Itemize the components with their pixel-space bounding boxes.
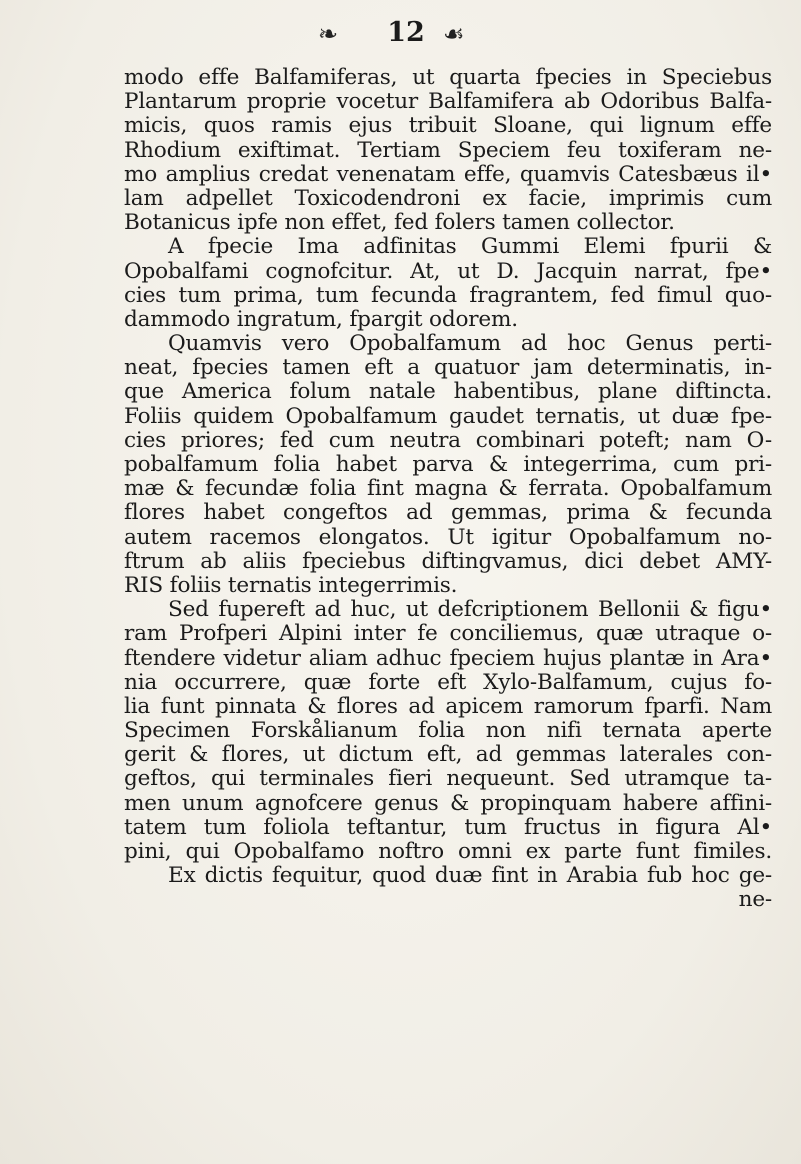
page-header xyxy=(0,16,801,56)
text-line: mo amplius credat venenatam effe, quamvis Catesbæus il• xyxy=(124,161,772,187)
text-line: pobalfamum folia habet parva & integerrima, cum pri- xyxy=(124,452,772,477)
text-line: flores habet congeftos ad gemmas, prima & fecunda xyxy=(124,500,772,526)
text-line: micis, quos ramis ejus tribuit Sloane, qui lignum effe xyxy=(124,113,772,139)
fleuron-ornament-icon: ❧ xyxy=(318,20,339,48)
text-line: Foliis quidem Opobalfamum gaudet ternatis, ut duæ fpe- xyxy=(124,403,772,429)
text-line: modo effe Balfamiferas, ut quarta fpecies in Speciebus xyxy=(124,65,772,90)
text-line: autem racemos elongatos. Ut igitur Opobalfamum no- xyxy=(124,524,772,550)
text-line: Sed fupereft ad huc, ut defcriptionem Bellonii & figu• xyxy=(168,597,772,623)
text-line: ftendere videtur aliam adhuc fpeciem hujus plantæ in Ara• xyxy=(124,645,772,671)
text-line: neat, fpecies tamen eft a quatuor jam determinatis, in- xyxy=(124,355,772,381)
text-line: cies tum prima, tum fecunda fragrantem, fed fimul quo- xyxy=(124,282,772,308)
text-line: men unum agnofcere genus & propinquam habere affini- xyxy=(124,790,772,816)
fleuron-ornament-icon: ☙ xyxy=(443,20,465,48)
page-number: 12 xyxy=(387,17,425,48)
text-line: tatem tum foliola teftantur, tum fructus in figura Al• xyxy=(124,814,772,840)
text-line: lia funt pinnata & flores ad apicem ramorum fparfi. Nam xyxy=(124,693,772,719)
text-line: Quamvis vero Opobalfamum ad hoc Genus perti- xyxy=(168,331,772,357)
text-line: Specimen Forskålianum folia non nifi ternata aperte xyxy=(124,718,772,744)
text-line: pini, qui Opobalfamo noftro omni ex parte funt fimiles. xyxy=(124,839,772,864)
text-line: Opobalfami cognofcitur. At, ut D. Jacquin narrat, fpe• xyxy=(124,258,772,284)
text-line: ftrum ab aliis fpeciebus diftingvamus, dici debet AMY- xyxy=(124,548,772,574)
text-line: cies priores; fed cum neutra combinari poteft; nam O- xyxy=(124,427,772,453)
text-line: gerit & flores, ut dictum eft, ad gemmas laterales con- xyxy=(124,742,772,768)
text-line: Rhodium exiftimat. Tertiam Speciem feu toxiferam ne- xyxy=(124,137,772,163)
text-line: dammodo ingratum, fpargit odorem. xyxy=(124,306,518,332)
text-line: lam adpellet Toxicodendroni ex facie, imprimis cum xyxy=(124,185,772,211)
text-line: geftos, qui terminales fieri nequeunt. Sed utramque ta- xyxy=(124,766,772,792)
catchword: ne- xyxy=(738,887,772,913)
text-line: Ex dictis fequitur, quod duæ fint in Arabia fub hoc ge- xyxy=(168,863,772,889)
body-text xyxy=(124,66,772,913)
text-line: RIS foliis ternatis integerrimis. xyxy=(124,572,458,598)
text-line: nia occurrere, quæ forte eft Xylo-Balfamum, cujus fo- xyxy=(124,669,772,695)
text-line: Botanicus ipfe non effet, fed folers tamen collector. xyxy=(124,210,675,236)
text-line: ram Profperi Alpini inter fe conciliemus, quæ utraque o- xyxy=(124,621,772,647)
text-line: A fpecie Ima adfinitas Gummi Elemi fpurii & xyxy=(168,234,772,260)
text-line: mæ & fecundæ folia fint magna & ferrata. Opobalfamum xyxy=(124,476,772,502)
text-line: que America folum natale habentibus, plane diftincta. xyxy=(124,379,772,405)
text-line: Plantarum proprie vocetur Balfamifera ab Odoribus Balfa- xyxy=(124,89,772,115)
